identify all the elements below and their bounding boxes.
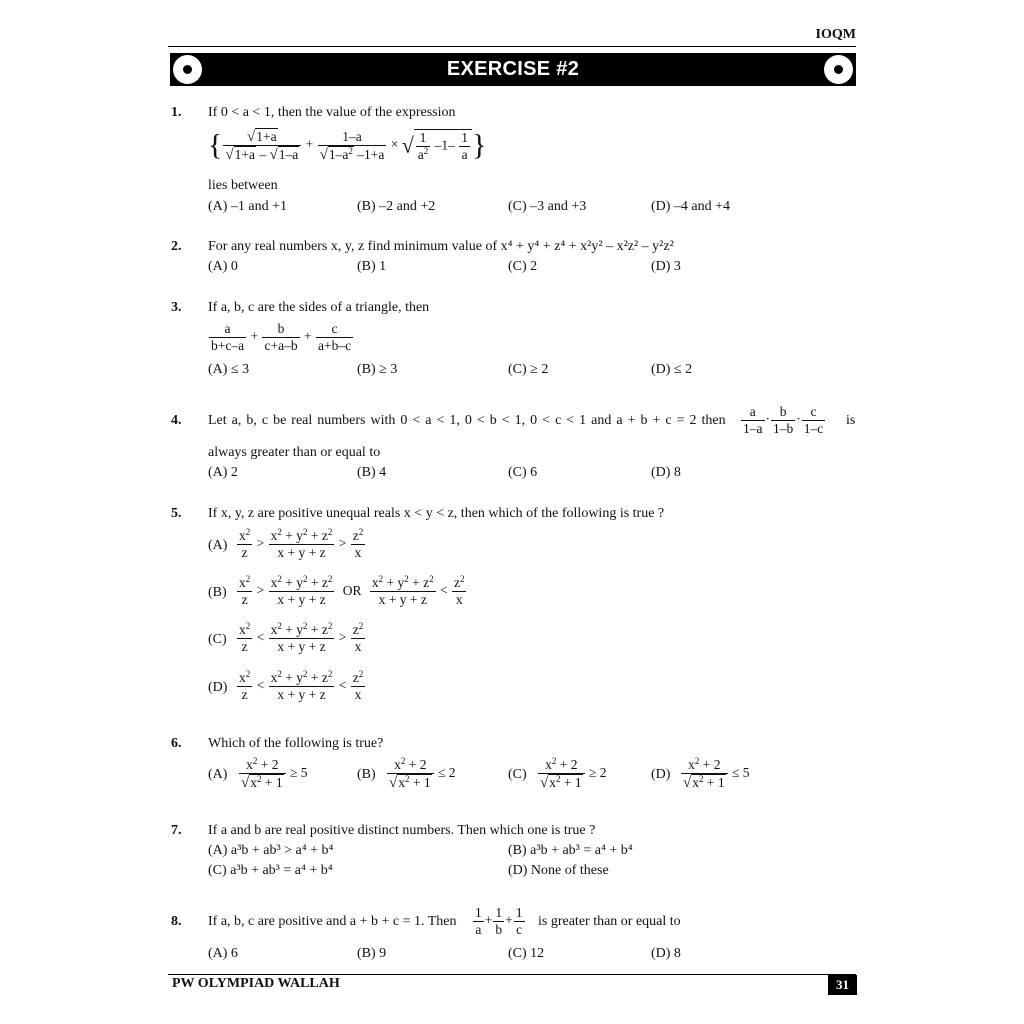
page-number: 31: [828, 975, 857, 995]
question-number: 7.: [171, 823, 182, 838]
question-text: If 0 < a < 1, then the value of the expression: [208, 105, 456, 120]
option-c: (C) –3 and +3: [508, 199, 587, 214]
option-b: (B): [357, 767, 376, 782]
publisher-name: PW OLYMPIAD WALLAH: [172, 976, 340, 991]
option-a: (A) ≤ 3: [208, 362, 250, 377]
exercise-banner: [170, 53, 856, 86]
header-rule: [168, 46, 856, 47]
question-text: If a, b, c are the sides of a triangle, then: [208, 300, 430, 315]
option-a: (A): [208, 538, 228, 553]
option-a: (A) 2: [208, 465, 238, 480]
question-text: For any real numbers x, y, z find minimum value of x⁴ + y⁴ + z⁴ + x²y² – x²z² – y²z²: [208, 239, 674, 254]
option-a: (A) 0: [208, 259, 238, 274]
option-c: (C) a³b + ab³ = a⁴ + b⁴: [208, 863, 333, 878]
option-b: (B) 9: [357, 946, 387, 961]
expression-q6a: $\frac{x^2 + 2}{√x^2 + 1}$ ≥ 5: [241, 756, 308, 791]
option-d: (D) –4 and +4: [651, 199, 731, 214]
option-d: (D) 8: [651, 946, 681, 961]
option-a: (A) –1 and +1: [208, 199, 288, 214]
disc-right-icon: [824, 55, 853, 84]
option-d: (D) ≤ 2: [651, 362, 693, 377]
option-c: (C): [508, 767, 527, 782]
question-end: is: [846, 413, 856, 428]
expression-q1: { $\frac{√1+a}{√1+a - √1-a}$ + $\frac{1-a}{√1-a^2 -1+a}$ × √ $\frac{1}{a^2}$ –1– $\frac{1}{a}$ }: [208, 128, 487, 163]
option-a: (A) 6: [208, 946, 238, 961]
option-c: (C) 12: [508, 946, 545, 961]
exercise-title: EXERCISE #2: [446, 58, 580, 80]
expression-q5a: $\frac{x^2}{z}$ > $\frac{x^2 + y^2 + z^2}{x + y + z}$ > $\frac{z^2}{x}$: [239, 527, 364, 560]
option-c: (C) 6: [508, 465, 538, 480]
question-text-2: always greater than or equal to: [208, 445, 381, 460]
expression-q5d: $\frac{x^2}{z}$ < $\frac{x^2 + y^2 + z^2}{x + y + z}$ < $\frac{z^2}{x}$: [239, 669, 364, 702]
option-d: (D): [208, 680, 228, 695]
question-number: 2.: [171, 239, 182, 254]
option-b: (B) 1: [357, 259, 387, 274]
question-text: If x, y, z are positive unequal reals x < y < z, then which of the following is true ?: [208, 506, 665, 521]
question-text: Which of the following is true?: [208, 736, 384, 751]
question-text: If a, b, c are positive and a + b + c = 1. Then: [208, 914, 457, 929]
option-c: (C) ≥ 2: [508, 362, 549, 377]
expression-q4: $\frac{a}{1-a}$ · $\frac{b}{1-b}$ · $\frac{c}{1-c}$: [743, 404, 824, 436]
expression-q5b: $\frac{x^2}{z}$ > $\frac{x^2 + y^2 + z^2}{x + y + z}$ OR $\frac{x^2 + y^2 + z^2}{x + y + z}$ < $\frac{z^2}{x}$: [239, 574, 465, 607]
question-number: 3.: [171, 300, 182, 315]
expression-q3: $\frac{a}{b+c-a}$ + $\frac{b}{c+a-b}$ + $\frac{c}{a+b-c}$: [211, 321, 352, 353]
option-d: (D) None of these: [508, 863, 609, 878]
footer-rule: [168, 974, 856, 975]
expression-q6c: $\frac{x^2 + 2}{√x^2 + 1}$ ≥ 2: [540, 756, 607, 791]
expression-q5c: $\frac{x^2}{z}$ < $\frac{x^2 + y^2 + z^2}{x + y + z}$ > $\frac{z^2}{x}$: [239, 621, 364, 654]
option-a: (A) a³b + ab³ > a⁴ + b⁴: [208, 843, 334, 858]
question-text: If a and b are real positive distinct numbers. Then which one is true ?: [208, 823, 596, 838]
option-c: (C) 2: [508, 259, 538, 274]
question-number: 8.: [171, 914, 182, 929]
question-number: 6.: [171, 736, 182, 751]
or-label: OR: [342, 582, 362, 598]
option-a: (A): [208, 767, 228, 782]
question-tail: lies between: [208, 178, 278, 193]
question-text: Let a, b, c be real numbers with 0 < a < 1, 0 < b < 1, 0 < c < 1 and a + b + c = 2 then: [208, 413, 726, 428]
expression-q6d: $\frac{x^2 + 2}{√x^2 + 1}$ ≤ 5: [683, 756, 750, 791]
question-number: 1.: [171, 105, 182, 120]
expression-q6b: $\frac{x^2 + 2}{√x^2 + 1}$ ≤ 2: [389, 756, 456, 791]
option-c: (C): [208, 632, 227, 647]
option-b: (B) 4: [357, 465, 387, 480]
question-end: is greater than or equal to: [538, 914, 681, 929]
option-b: (B) ≥ 3: [357, 362, 398, 377]
question-number: 4.: [171, 413, 182, 428]
option-d: (D) 8: [651, 465, 681, 480]
expression-q8: $\frac{1}{a}$ + $\frac{1}{b}$ + $\frac{1}{c}$: [475, 905, 523, 937]
option-d: (D): [651, 767, 671, 782]
option-b: (B) –2 and +2: [357, 199, 436, 214]
option-d: (D) 3: [651, 259, 681, 274]
option-b: (B): [208, 585, 227, 600]
header-label: IOQM: [815, 27, 856, 42]
question-number: 5.: [171, 506, 182, 521]
option-b: (B) a³b + ab³ = a⁴ + b⁴: [508, 843, 633, 858]
